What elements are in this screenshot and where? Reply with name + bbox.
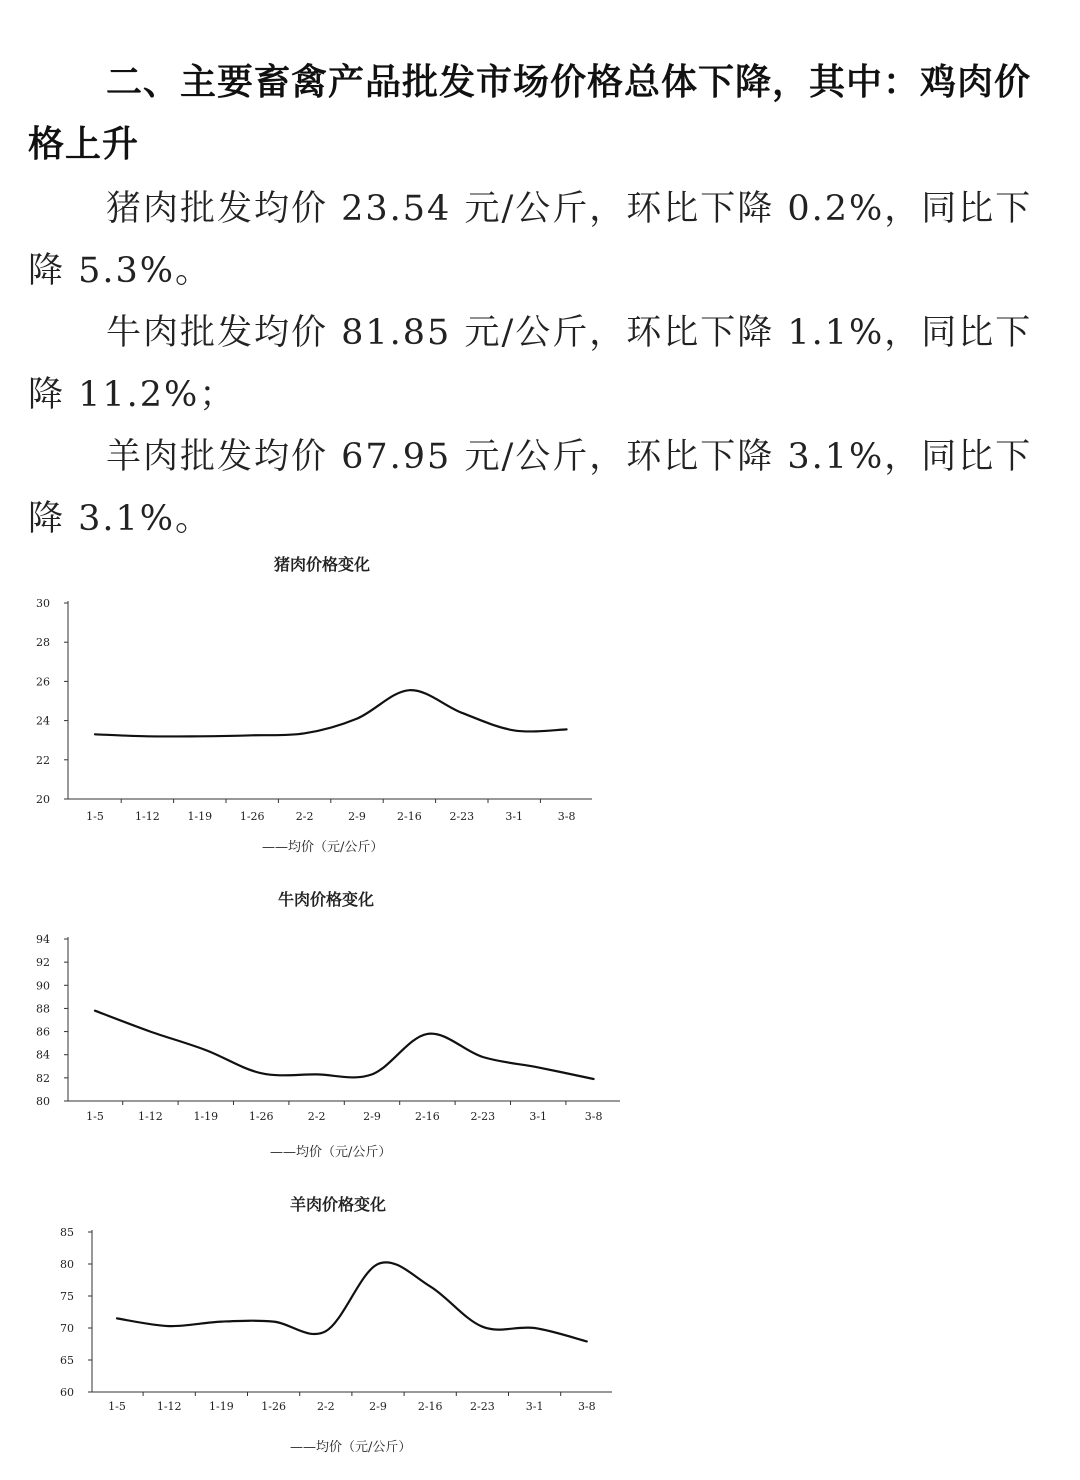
x-tick-label: 1-26: [239, 810, 265, 823]
series-line: [117, 1262, 587, 1341]
beef-price-chart: [0, 880, 640, 1170]
y-tick-label: 94: [36, 933, 50, 946]
y-tick-label: 28: [36, 636, 50, 650]
x-tick-label: 1-19: [187, 810, 213, 823]
y-tick-label: 85: [60, 1226, 74, 1239]
x-tick-label: 2-9: [348, 810, 366, 823]
mutton-price-paragraph: 羊肉批发均价 67.95 元/公斤，环比下降 3.1%，同比下降 3.1%。: [28, 437, 1033, 539]
y-tick-label: 60: [60, 1386, 74, 1399]
mutton-price-chart: [0, 1185, 640, 1470]
x-tick-label: 3-1: [525, 1400, 544, 1413]
x-tick-label: 1-12: [135, 810, 160, 823]
chart-title: 牛肉价格变化: [277, 890, 375, 909]
x-tick-label: 1-12: [156, 1400, 182, 1413]
series-line: [95, 1011, 594, 1079]
x-tick-label: 2-2: [295, 810, 314, 823]
beef-price-paragraph: 牛肉批发均价 81.85 元/公斤，环比下降 1.1%，同比下降 11.2%；: [28, 313, 1033, 415]
x-tick-label: 1-19: [209, 1400, 234, 1413]
x-tick-label: 2-9: [369, 1400, 387, 1413]
series-line: [95, 690, 567, 736]
chart-title: 猪肉价格变化: [273, 555, 371, 574]
y-tick-label: 86: [36, 1025, 50, 1039]
x-tick-label: 3-8: [584, 1110, 603, 1123]
x-tick-label: 2-9: [363, 1110, 381, 1123]
y-tick-label: 90: [36, 979, 50, 993]
x-tick-label: 3-1: [505, 810, 524, 823]
y-tick-label: 26: [36, 675, 50, 689]
x-tick-label: 2-2: [316, 1400, 335, 1413]
y-tick-label: 92: [36, 956, 50, 970]
pork-price-paragraph: 猪肉批发均价 23.54 元/公斤，环比下降 0.2%，同比下降 5.3%。: [28, 189, 1033, 291]
pork-price-chart: [0, 548, 640, 868]
x-tick-label: 1-5: [86, 1110, 104, 1123]
legend-label: ——均价（元/公斤）: [262, 840, 384, 855]
y-tick-label: 22: [36, 753, 50, 767]
y-tick-label: 65: [60, 1354, 74, 1367]
x-tick-label: 2-2: [307, 1110, 326, 1123]
y-tick-label: 20: [36, 793, 50, 806]
x-tick-label: 3-8: [577, 1400, 596, 1413]
y-tick-label: 24: [36, 714, 50, 728]
x-tick-label: 1-5: [86, 810, 104, 823]
x-tick-label: 1-26: [248, 1110, 274, 1123]
x-tick-label: 3-1: [529, 1110, 548, 1123]
legend-label: ——均价（元/公斤）: [270, 1145, 392, 1160]
x-tick-label: 2-23: [470, 1110, 496, 1123]
x-tick-label: 2-23: [449, 810, 475, 823]
chart-title: 羊肉价格变化: [289, 1195, 387, 1214]
y-tick-label: 80: [36, 1095, 50, 1108]
y-tick-label: 82: [36, 1071, 50, 1085]
y-tick-label: 80: [60, 1258, 74, 1271]
y-tick-label: 88: [36, 1002, 50, 1016]
legend-label: ——均价（元/公斤）: [290, 1440, 412, 1455]
x-tick-label: 3-8: [557, 810, 576, 823]
x-tick-label: 1-5: [108, 1400, 126, 1413]
x-tick-label: 2-23: [470, 1400, 495, 1413]
y-tick-label: 70: [60, 1322, 74, 1335]
x-tick-label: 1-12: [138, 1110, 163, 1123]
x-tick-label: 1-19: [193, 1110, 219, 1123]
y-tick-label: 84: [36, 1048, 50, 1062]
x-tick-label: 2-16: [417, 1400, 443, 1413]
x-tick-label: 2-16: [415, 1110, 440, 1123]
x-tick-label: 1-26: [261, 1400, 286, 1413]
section-heading: 二、主要畜禽产品批发市场价格总体下降，其中：鸡肉价格上升: [28, 62, 1032, 165]
y-tick-label: 30: [36, 597, 50, 610]
x-tick-label: 2-16: [397, 810, 422, 823]
y-tick-label: 75: [60, 1290, 74, 1303]
